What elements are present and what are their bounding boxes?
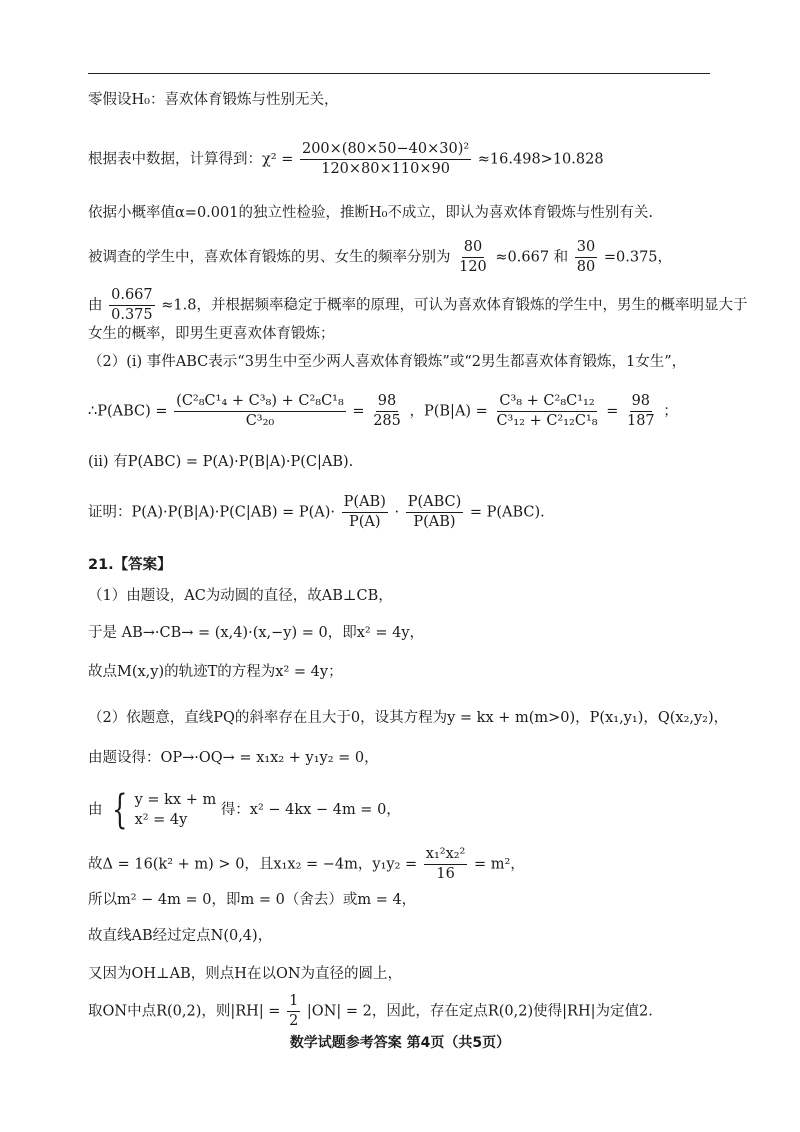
p-b-given-a-value: $\frac{98}{187}$ [626,393,655,429]
freq-male-fraction: $\frac{80}{120}$ [459,239,487,275]
line-21-fixed-point: 故直线AB经过定点N(0,4)， [88,928,273,944]
line-conclusion: 女生的概率，即男生更喜欢体育锻炼； [88,326,335,342]
line-21-2: 于是 AB→·CB→ = (x,4)·(x,−y) = 0，即x² = 4y， [88,625,425,641]
line-21-final: 取ON中点R(0,2)，则|RH| = $\frac{1}{2}$ |ON| = 2，因此，存在定点R(0,2)使得|RH|为定值2. [88,993,653,1029]
proof-fraction-2: $\frac{\text{P(ABC)}}{P(AB)}$ [407,494,462,530]
line-21-discriminant: 故Δ = 16(k² + m) > 0，且x₁x₂ = −4m，y₁y₂ = $\frac{\text{x₁²x₂²}}{16}$ = m²， [88,846,525,882]
section-21-heading: 21.【答案】 [88,557,172,573]
chi-square-fraction: $\frac{\text{200×(80×50−40×30)²}}{120\times 80\times 110\times 90}$ [301,141,470,177]
line-21-4: （2）依题意，直线PQ的斜率存在且大于0，设其方程为y = kx + m(m>0)，P(x₁,y₁)，Q(x₂,y₂)， [88,710,729,726]
p-abc-value: $\frac{98}{285}$ [373,393,401,429]
page-footer: 数学试题参考答案 第4页（共5页） [289,1035,511,1051]
half-fraction: $\frac{1}{2}$ [289,993,299,1029]
p-b-given-a-fraction: $\frac{\text{C³₈ + C²₈C¹₁₂}}{\text{C³₁₂ + C²₁₂C¹₈}}$ [496,393,598,429]
line-21-circle: 又因为OH⊥AB，则点H在以ON为直径的圆上， [88,966,403,982]
line-frequencies: 被调查的学生中，喜欢体育锻炼的男、女生的频率分别为 $\frac{80}{120}$ ≈0.667 和 $\frac{30}{80}$ =0.375， [88,239,673,275]
line-21-1: （1）由题设，AC为动圆的直径，故AB⊥CB， [88,588,393,604]
line-part-ii: (ii) 有P(ABC) = P(A)·P(B|A)·P(C|AB). [88,454,354,470]
line-probability-calc: ∴P(ABC) = $\frac{\text{(C²₈C¹₄ + C³₈) + C²₈C¹₈}}{\text{C³₂₀}}$ = $\frac{98}{285}$ ，P(B|A) = $\frac{\text{C³₈ + C²₈C¹₁₂}}{\text{C³₁₂ + C²₁₂C¹₈}}$ = $\frac{98}{187}$ ； [88,393,678,429]
line-21-3: 故点M(x,y)的轨迹T的方程为x² = 4y； [88,664,343,680]
line-null-hypothesis: 零假设H₀：喜欢体育锻炼与性别无关， [88,92,339,108]
p-abc-fraction: $\frac{\text{(C²₈C¹₄ + C³₈) + C²₈C¹₈}}{\text{C³₂₀}}$ [176,393,344,429]
header-rule [88,73,710,74]
freq-female-fraction: $\frac{30}{80}$ [576,239,596,275]
ratio-fraction: $\frac{0.667}{0.375}$ [111,287,153,323]
line-chi-square: 根据表中数据，计算得到：χ² = $\frac{\text{200×(80×50−40×30)²}}{120\times 80\times 110\times 90}$ ≈16.498>10.828 [88,141,604,177]
line-21-system: 由 { y = kx + m x² = 4y 得：x² − 4kx − 4m = 0， [88,787,401,833]
line-proof: 证明：P(A)·P(B|A)·P(C|AB) = P(A)· $\frac{P(AB)}{P(A)}$ · $\frac{\text{P(ABC)}}{P(AB)}$ = P(ABC). [88,494,545,530]
line-event-abc: （2）(i) 事件ABC表示“3男生中至少两人喜欢体育锻炼”或“2男生都喜欢体育锻炼，1女生”， [88,354,687,370]
line-21-5: 由题设得：OP→·OQ→ = x₁x₂ + y₁y₂ = 0， [88,750,379,766]
proof-fraction-1: $\frac{P(AB)}{P(A)}$ [343,494,386,530]
y1y2-fraction: $\frac{\text{x₁²x₂²}}{16}$ [425,846,466,882]
line-independence-test: 依据小概率值α=0.001的独立性检验，推断H₀不成立，即认为喜欢体育锻炼与性别有关. [88,205,654,221]
equation-system: { y = kx + m x² = 4y [112,787,217,833]
line-ratio: 由 $\frac{0.667}{0.375}$ ≈1.8，并根据频率稳定于概率的原理，可认为喜欢体育锻炼的学生中，男生的概率明显大于 [88,287,748,323]
line-21-m-value: 所以m² − 4m = 0，即m = 0（舍去）或m = 4， [88,892,417,908]
